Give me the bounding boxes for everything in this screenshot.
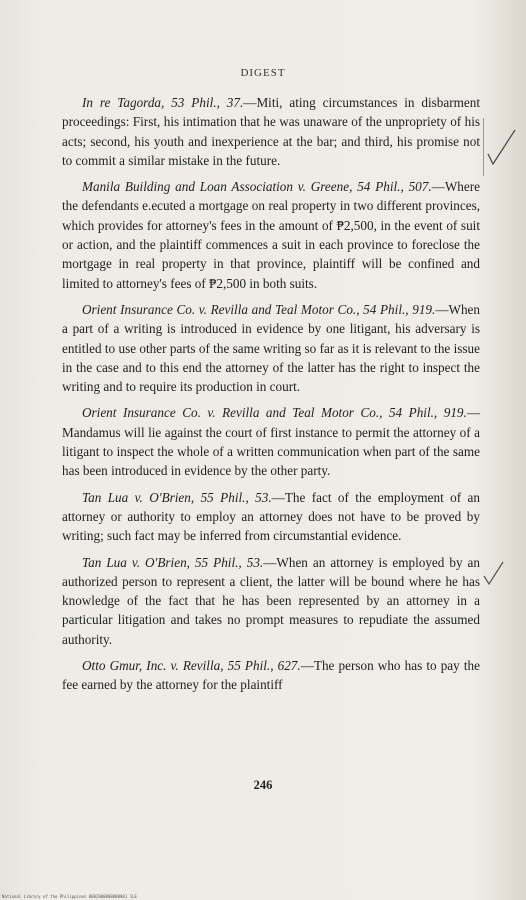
- case-citation: In re Tagorda, 53 Phil., 37.: [82, 95, 244, 110]
- entry-text: —When an attorney is employed by an authorized person to represent a client, the latter will be bound where he has knowledge of the fact that he has been represented by an attorney in a particular litigation and takes no prompt measures to repudiate the assumed authority.: [62, 554, 481, 647]
- entry-text: —When a part of a writing is introduced in evidence by one litigant, his adversary is entitled to use other parts of the same writing so far as it is relevant to the issue in the case and to this end the attorney of the latter has the right to inspect the writing and to require its production in court.: [62, 301, 480, 395]
- digest-entry: [62, 656, 480, 695]
- digest-entry: [62, 553, 480, 649]
- digest-entry: [62, 177, 480, 293]
- margin-line: [483, 118, 484, 176]
- case-citation: Manila Building and Loan Association v. Greene, 54 Phil., 507.: [82, 179, 432, 195]
- page-number: 246: [253, 778, 273, 792]
- running-header: DIGEST: [240, 67, 286, 79]
- digest-body: [62, 93, 480, 702]
- case-citation: Orient Insurance Co. v. Revilla and Teal Motor Co., 54 Phil., 919.: [82, 301, 436, 317]
- case-citation: Orient Insurance Co. v. Revilla and Teal Motor Co., 54 Phil., 919.: [82, 405, 467, 421]
- entry-text: —The person who has to pay the fee earned by the attorney for the plaintiff: [62, 658, 480, 693]
- digest-entry: [62, 300, 480, 396]
- case-citation: Tan Lua v. O'Brien, 55 Phil., 53.: [82, 554, 264, 570]
- scan-footer: National Library of the Philippines 0002000000000001 1LE: [2, 894, 137, 899]
- digest-entry: [62, 488, 480, 546]
- entry-text: —Mandamus will lie against the court of first instance to permit the attorney of a litigant to inspect the whole of a written communication when part of the same has been introduced in evidence by the other party.: [62, 405, 480, 479]
- digest-entry: [62, 403, 480, 480]
- checkmark-icon: [486, 128, 518, 168]
- digest-entry: [62, 93, 480, 170]
- case-citation: Tan Lua v. O'Brien, 55 Phil., 53.: [82, 489, 272, 505]
- entry-text: —The fact of the employment of an attorney or authority to employ an attorney does not have to be proved by writing; such fact may be inferred from circumstantial evidence.: [62, 489, 480, 544]
- entry-text: —Miti, ating circumstances in disbarment proceedings: First, his intimation that he was unaware of the unpropriety of his acts; second, his youth and inexperience at the bar; and third, his promise not to commit a similar mistake in the future.: [62, 95, 480, 168]
- checkmark-icon: [482, 560, 506, 588]
- entry-text: —Where the defendants e.ecuted a mortgage on real property in two different provinces, which provides for attorney's fees in the amount of ₱2,500, in the event of suit or action, and the plaintiff commences a suit in each province to foreclose the mortgage in real property in that province, plaintiff will be confined and limited to attorney's fees of ₱2,500 in both suits.: [62, 179, 480, 291]
- case-citation: Otto Gmur, Inc. v. Revilla, 55 Phil., 627.: [82, 658, 301, 674]
